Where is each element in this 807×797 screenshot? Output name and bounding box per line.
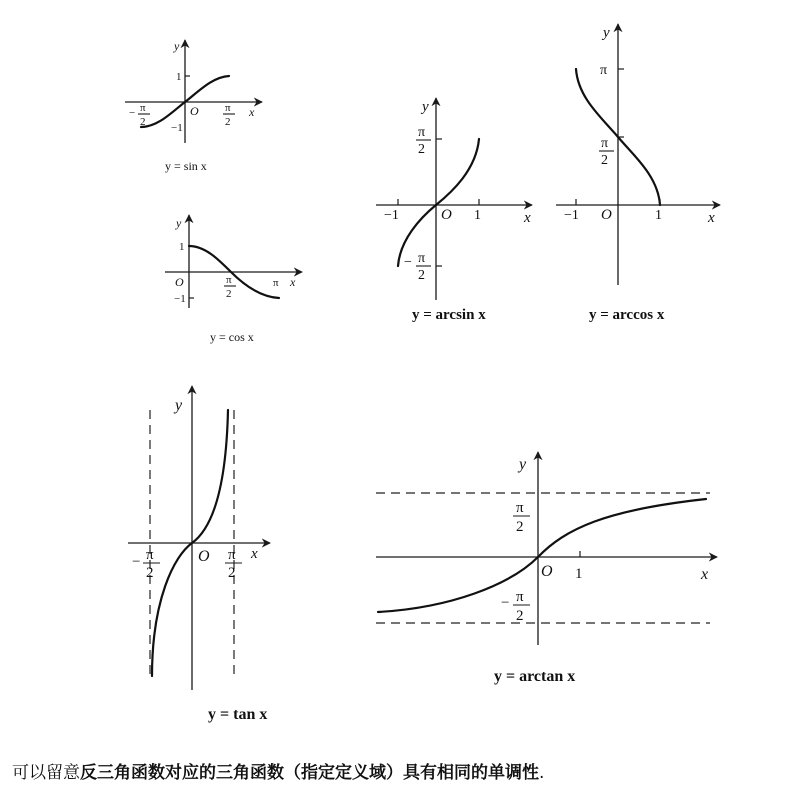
arcsin-y-label: y: [422, 99, 429, 115]
arctan-tick-neg-half-pi-num: π: [516, 589, 524, 605]
arctan-tick-neg-half-pi-minus: −: [501, 595, 510, 611]
arctan-caption: y = arctan x: [494, 668, 576, 685]
footer-lead: 可以留意: [12, 763, 80, 783]
tan-tick-half-pi-den: 2: [228, 565, 236, 581]
arcsin-tick-neg-half-pi-num: π: [418, 251, 426, 266]
arcsin-origin-label: O: [441, 207, 452, 223]
sin-tick-1: 1: [176, 71, 182, 83]
arcsin-x-label: x: [524, 210, 531, 226]
cos-tick-pi: π: [273, 277, 279, 289]
arctan-tick-half-pi-num: π: [516, 500, 524, 516]
arccos-origin-label: O: [601, 207, 612, 223]
sin-tick-neg-half-pi-num: π: [140, 102, 146, 114]
arccos-tick-half-pi-num: π: [601, 136, 609, 151]
sin-y-label: y: [174, 39, 180, 53]
arctan-origin-label: O: [541, 563, 553, 580]
arcsin-tick-1: 1: [474, 208, 481, 223]
sin-tick-neg-half-pi-minus: −: [129, 107, 136, 119]
tan-origin-label: O: [198, 548, 210, 565]
tan-tick-neg-half-pi-num: π: [146, 547, 154, 563]
arccos-tick-1: 1: [655, 208, 662, 223]
arccos-y-label: y: [603, 25, 610, 41]
arccos-x-label: x: [708, 210, 715, 226]
arccos-caption: y = arccos x: [589, 307, 665, 323]
arctan-curve: [378, 499, 709, 612]
cos-tick-1: 1: [179, 241, 185, 253]
cos-tick-half-pi-den: 2: [226, 288, 232, 300]
arctan-graph: [376, 452, 717, 685]
arctan-x-label: x: [701, 566, 709, 583]
arctan-tick-half-pi-den: 2: [516, 519, 524, 535]
cos-caption: y = cos x: [210, 330, 254, 344]
tan-y-label: y: [175, 397, 183, 414]
tan-tick-neg-half-pi-minus: −: [132, 554, 141, 570]
cos-x-label: x: [290, 275, 296, 289]
arctan-y-label: y: [519, 456, 527, 473]
arccos-graph: [556, 24, 720, 323]
tan-tick-neg-half-pi-den: 2: [146, 565, 154, 581]
arcsin-graph: [376, 98, 532, 323]
arcsin-tick-half-pi-num: π: [418, 125, 426, 140]
cos-origin-label: O: [175, 275, 184, 289]
footer-bold: 反三角函数对应的三角函数（指定定义域）具有相同的单调性: [80, 763, 539, 783]
sin-tick-neg-half-pi-den: 2: [140, 116, 146, 128]
tan-tick-half-pi-num: π: [228, 547, 236, 563]
footer-end: .: [539, 763, 545, 783]
arctan-tick-1: 1: [575, 566, 583, 582]
cos-tick-neg1: −1: [174, 293, 186, 305]
arccos-tick-half-pi-den: 2: [601, 153, 608, 168]
sin-caption: y = sin x: [165, 159, 207, 173]
arccos-tick-neg1: −1: [564, 208, 579, 223]
tan-x-label: x: [251, 546, 258, 562]
sin-tick-neg1: −1: [171, 122, 183, 134]
arcsin-curve: [398, 139, 479, 266]
arcsin-tick-neg1: −1: [384, 208, 399, 223]
sin-tick-half-pi-num: π: [225, 102, 231, 114]
arctan-tick-neg-half-pi-den: 2: [516, 608, 524, 624]
sin-x-label: x: [249, 105, 255, 119]
arcsin-caption: y = arcsin x: [412, 307, 486, 323]
sin-tick-half-pi-den: 2: [225, 116, 231, 128]
arcsin-tick-half-pi-den: 2: [418, 142, 425, 157]
cos-tick-half-pi-num: π: [226, 274, 232, 286]
tan-caption: y = tan x: [208, 706, 268, 723]
footer-note: [12, 758, 544, 783]
cos-y-label: y: [176, 216, 182, 230]
tan-graph: [128, 386, 270, 723]
arccos-tick-pi: π: [600, 63, 608, 78]
arcsin-tick-neg-half-pi-den: 2: [418, 268, 425, 283]
sin-origin-label: O: [190, 104, 199, 118]
cos-graph: [165, 215, 302, 344]
arcsin-tick-neg-half-pi-minus: −: [404, 255, 412, 270]
sin-graph: [125, 39, 262, 173]
